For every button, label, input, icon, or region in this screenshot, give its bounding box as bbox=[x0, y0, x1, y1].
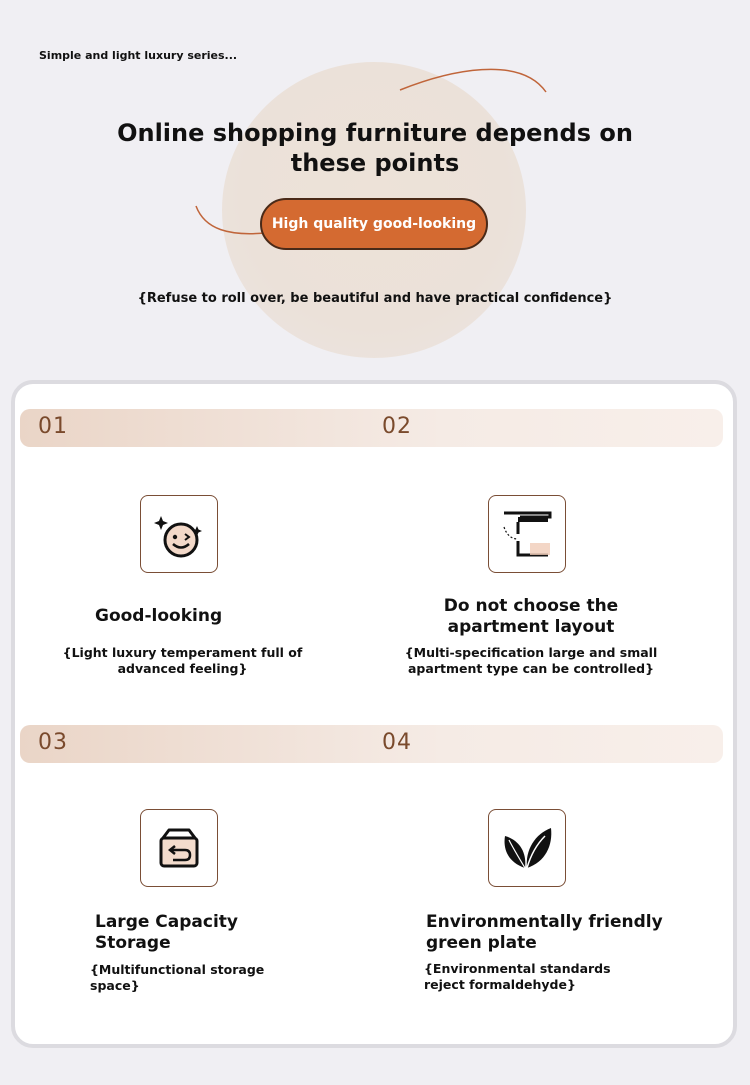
feature-band-1 bbox=[20, 409, 723, 447]
series-label: Simple and light luxury series... bbox=[39, 49, 238, 62]
feature-number: 03 bbox=[38, 730, 68, 755]
feature-description: {Multifunctional storage space} bbox=[90, 962, 265, 993]
quality-button[interactable]: High quality good-looking bbox=[260, 198, 488, 250]
feature-title: Do not choose the apartment layout bbox=[443, 596, 619, 637]
feature-description: {Multi-specification large and small apartment type can be controlled} bbox=[404, 645, 658, 676]
floor-plan-icon bbox=[488, 495, 566, 573]
feature-title: Environmentally friendly green plate bbox=[426, 912, 663, 953]
feature-description: {Light luxury temperament full of advanced feeling} bbox=[62, 645, 303, 676]
feature-number: 04 bbox=[382, 730, 412, 755]
leaves-icon bbox=[488, 809, 566, 887]
feature-description: {Environmental standards reject formaldehyde} bbox=[424, 961, 611, 992]
feature-title: Large Capacity Storage bbox=[95, 912, 239, 953]
hero-title: Online shopping furniture depends on these points bbox=[117, 119, 633, 177]
hero-subtitle: {Refuse to roll over, be beautiful and have practical confidence} bbox=[137, 291, 613, 306]
feature-title: Good-looking bbox=[95, 606, 223, 626]
feature-number: 01 bbox=[38, 414, 68, 439]
feature-band-2 bbox=[20, 725, 723, 763]
feature-number: 02 bbox=[382, 414, 412, 439]
storage-box-icon bbox=[140, 809, 218, 887]
smiley-sparkle-icon bbox=[140, 495, 218, 573]
